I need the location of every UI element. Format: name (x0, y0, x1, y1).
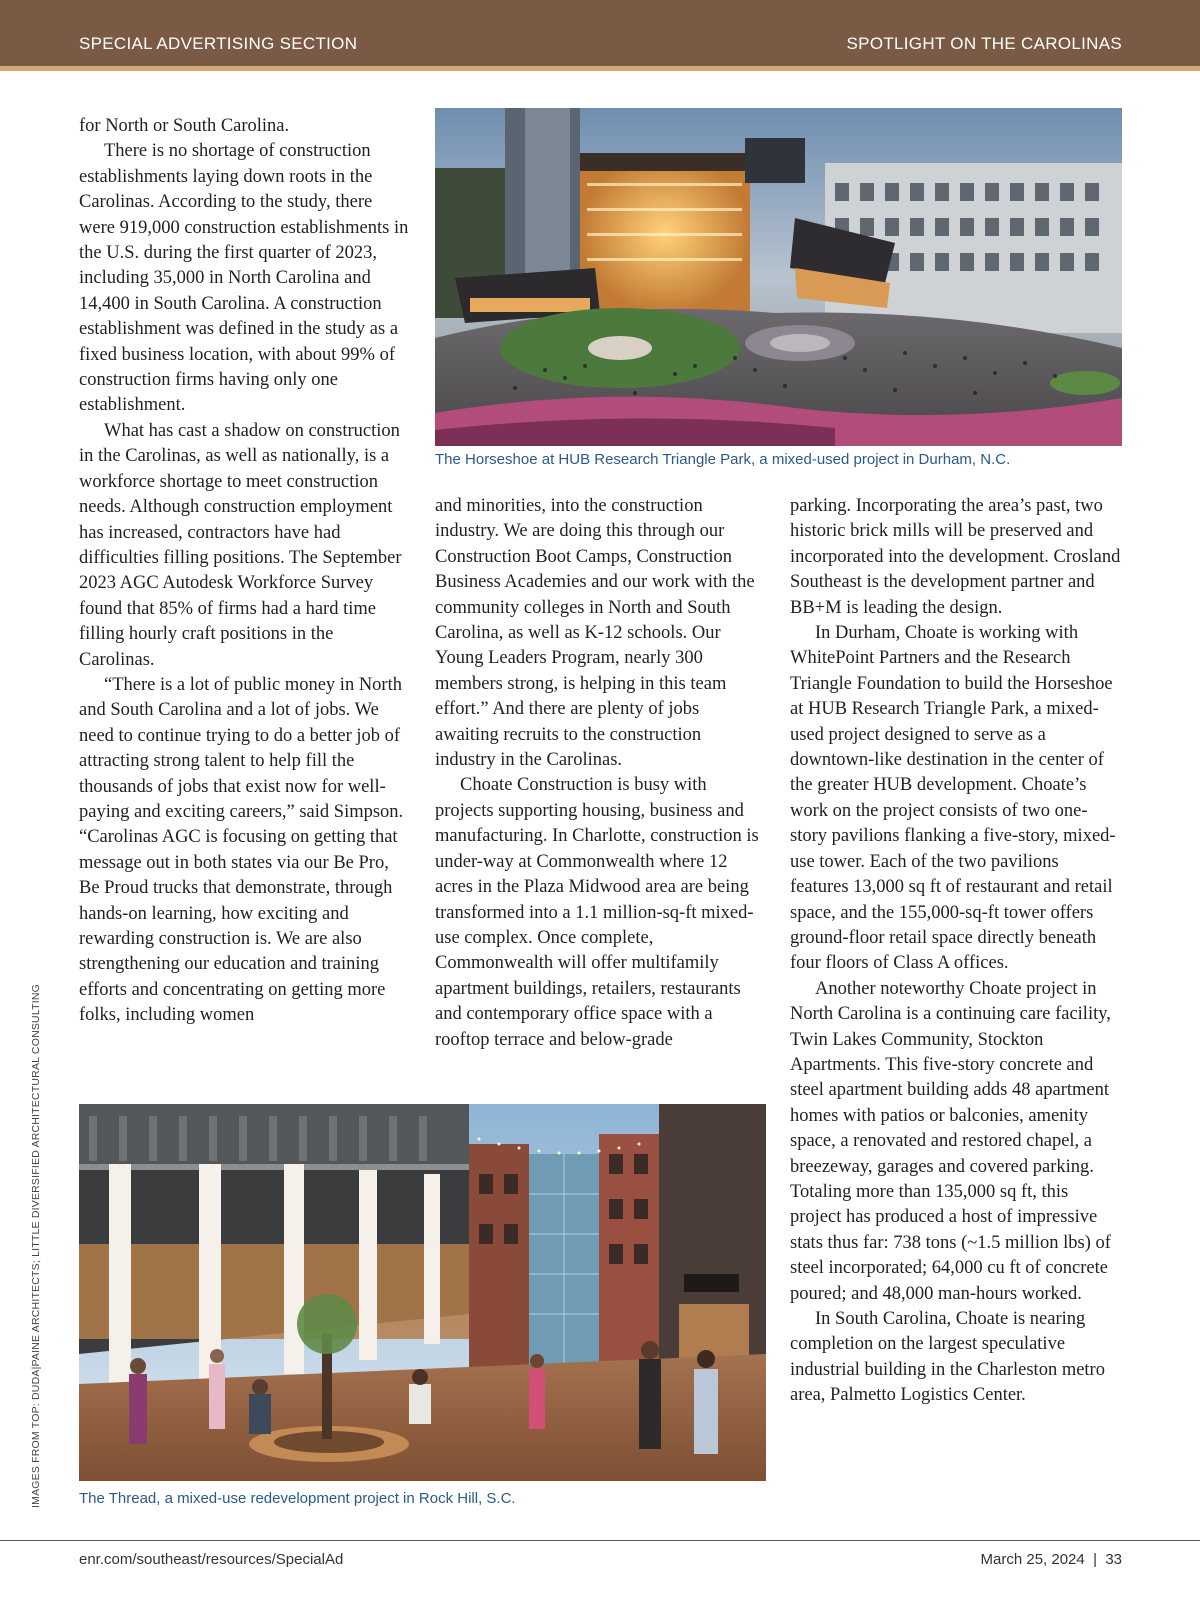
paragraph: In South Carolina, Choate is nearing completion on the largest speculative industrial building in the Charleston metro area, Palmetto Logistics Center. (790, 1309, 1105, 1406)
paragraph: There is no shortage of construction establishments laying down roots in the Carolinas. According to the study, there were 919,000 construction establishments in the U.S. during the first quarter of 2023, including 35,000 in North Carolina and 14,400 in South Carolina. A construction establishment was defined in the study as a fixed business location, with about 99% of construction firms having only one establishment. (79, 141, 409, 416)
paragraph: and minorities, into the construction industry. We are doing this through our Construction Boot Camps, Construction Business Academies and our work with the community colleges in North and South Carolina, as well as K-12 schools. Our Young Leaders Program, nearly 300 members strong, is helping in this team effort.” And there are plenty of jobs awaiting recruits to the construction industry in the Carolinas. (435, 496, 755, 771)
paragraph: What has cast a shadow on construction in the Carolinas, as well as nationally, is a workforce shortage to meet construction needs. Although construction employment has increased, contractors have had difficulties filling positions. The September 2023 AGC Autodesk Workforce Survey found that 85% of firms had a hard time filling hourly craft positions in the Carolinas. (79, 420, 402, 670)
article-column-1 (79, 114, 409, 1029)
footer-date-page: March 25, 2024 | 33 (980, 1551, 1122, 1568)
paragraph: for North or South Carolina. (79, 116, 290, 136)
paragraph: Another noteworthy Choate project in North Carolina is a continuing care facility, Twin Lakes Community, Stockton Apartments. This five-story concrete and steel apartment building adds 48 apartment homes with patios or balconies, amenity space, a renovated and restored chapel, a breezeway, garages and covered parking. Totaling more than 135,000 sq ft, this project has produced a host of impressive stats thus far: 738 tons (~1.5 million lbs) of steel incorporated; 64,000 cu ft of concrete poured; and 48,000 man-hours worked. (790, 978, 1111, 1304)
paragraph: Choate Construction is busy with projects supporting housing, business and manufacturing. In Charlotte, construction is under-way at Commonwealth where 12 acres in the Plaza Midwood area are being transformed into a 1.1 million-sq-ft mixed-use complex. Once complete, Commonwealth will offer multifamily apartment buildings, retailers, restaurants and contemporary office space with a rooftop terrace and below-grade (435, 775, 759, 1050)
paragraph: In Durham, Choate is working with WhitePoint Partners and the Research Triangle Foundation to build the Horseshoe at HUB Research Triangle Park, a mixed-used project designed to serve as a downtown-like destination in the center of the greater HUB development. Choate’s work on the project consists of two one-story pavilions flanking a five-story, mixed-use tower. Each of the two pavilions features 13,000 sq ft of restaurant and retail space, and the 155,000-sq-ft tower offers ground-floor retail space directly beneath four floors of Class A offices. (790, 623, 1116, 974)
section-label: SPECIAL ADVERTISING SECTION (79, 34, 358, 53)
paragraph: parking. Incorporating the area’s past, two historic brick mills will be preserved and incorporated into the development. Crosland Southeast is the development partner and BB+M is leading the design. (790, 496, 1121, 618)
article-column-2 (435, 494, 765, 1053)
article-column-3 (790, 494, 1121, 1409)
paragraph: “There is a lot of public money in North and South Carolina and a lot of jobs. We need to continue trying to do a better job of attracting strong talent to help fill the thousands of jobs that exist now for well-paying and exciting careers,” said Simpson. “Carolinas AGC is focusing on getting that message out in both states via our Be Pro, Be Proud trucks that demonstrate, through hands-on learning, how exciting and rewarding construction is. We are also strengthening our education and training efforts and concentrating on getting more folks, including women (79, 674, 404, 1026)
page-header (0, 0, 1200, 71)
photo-caption-bottom: The Thread, a mixed-use redevelopment project in Rock Hill, S.C. (79, 1490, 516, 1507)
photo-caption-top: The Horseshoe at HUB Research Triangle Park, a mixed-used project in Durham, N.C. (435, 451, 1011, 468)
horseshoe-hub-rendering (435, 108, 1122, 446)
footer-divider (0, 1540, 1200, 1541)
spotlight-label: SPOTLIGHT ON THE CAROLINAS (846, 34, 1122, 53)
the-thread-rendering (79, 1104, 766, 1481)
photo-credit: IMAGES FROM TOP: DUDA|PAINE ARCHITECTS; LITTLE DIVERSIFIED ARCHITECTURAL CONSULTING (30, 984, 42, 1508)
footer-url[interactable]: enr.com/southeast/resources/SpecialAd (79, 1551, 344, 1568)
